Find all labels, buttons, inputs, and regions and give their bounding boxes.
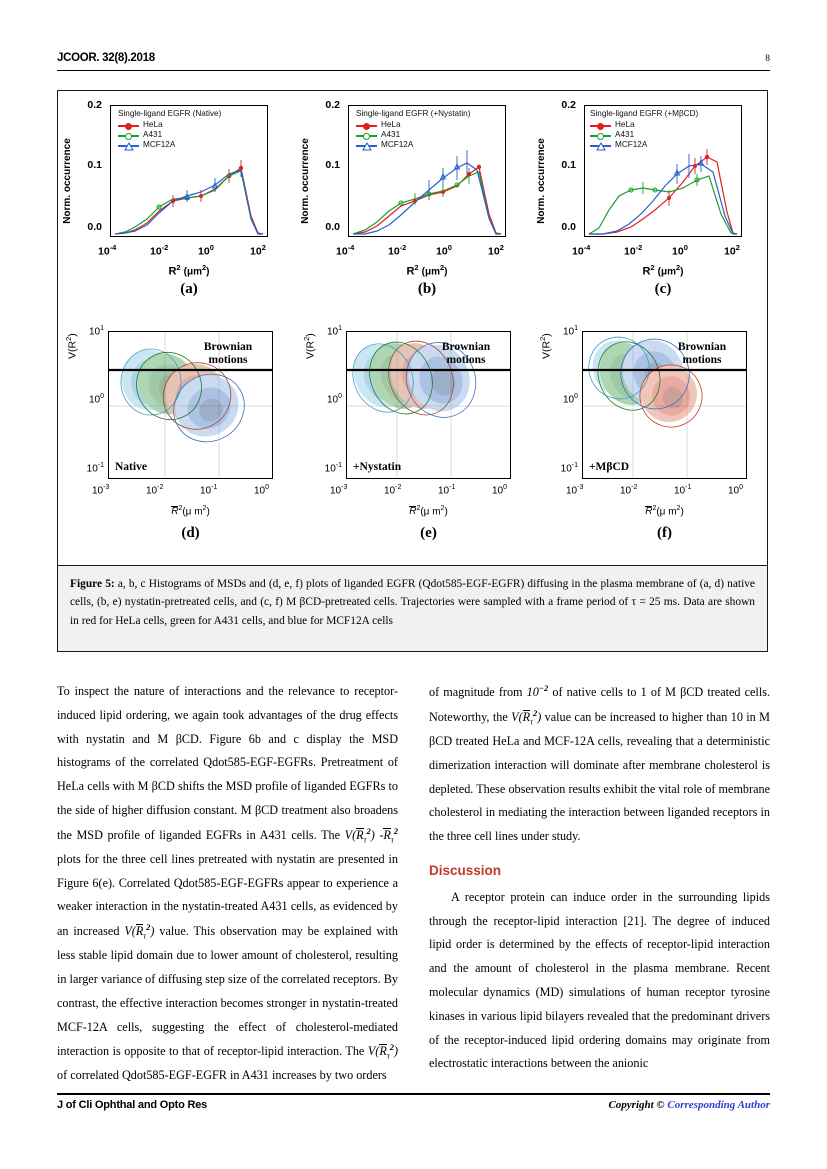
x-tick-a-3: $10^2$	[250, 243, 266, 258]
legend-title-c: Single-ligand EGFR (+MβCD)	[590, 109, 699, 118]
marker-open-circle-icon	[356, 131, 377, 140]
x-axis-label-f: $R^2(\mu$ $m^2$)	[645, 505, 684, 518]
legend-label-mcf12a-a: MCF12A	[143, 140, 176, 150]
legend-label-a431-b: A431	[381, 130, 401, 140]
x-tick-e-3: $10^0$	[492, 484, 508, 497]
x-axis-label-c: $R^2$ $(\mu m^2)$	[642, 263, 684, 278]
legend-title-b: Single-ligand EGFR (+Nystatin)	[356, 109, 471, 118]
x-tick-c-0: $10^{-4}$	[572, 243, 591, 258]
page-footer	[57, 1099, 770, 1111]
y-tick-b-2: 0.0	[325, 221, 340, 233]
legend-b	[356, 109, 470, 151]
x-tick-e-1: $10^{-2}$	[384, 484, 402, 497]
left-p1-seg-b: plots for the three cell lines pretreated with nystatin are presented in Figure 6(e). Correlated Qdot585-EGF-EGFRs appear to experience a weaker interaction in the nystatin-treated A431 cells, as evidenced by an increased	[57, 851, 398, 939]
plot-area-e	[346, 331, 511, 479]
x-tick-d-0: $10^{-3}$	[92, 484, 110, 497]
copyright-text: Copyright ©	[608, 1099, 665, 1111]
brownian-annotation-d: Brownian motions	[203, 341, 253, 366]
discussion-heading: Discussion	[429, 862, 502, 878]
left-p1-seg-d: of correlated Qdot585-EGF-EGFR in A431 increases by two orders	[57, 1068, 387, 1083]
legend-a	[118, 109, 221, 151]
x-tick-d-3: $10^0$	[254, 484, 270, 497]
y-tick-f-2: $10^{-1}$	[560, 462, 578, 475]
x-tick-f-2: $10^{-1}$	[674, 484, 692, 497]
footer-copyright	[608, 1099, 770, 1111]
x-tick-c-2: $10^0$	[672, 243, 688, 258]
figure-caption-label: Figure 5:	[70, 578, 115, 590]
left-paragraph-1	[57, 680, 398, 1088]
legend-label-hela-a: HeLa	[143, 120, 163, 130]
condition-label-f: +MβCD	[589, 461, 630, 473]
y-tick-a-0: 0.2	[87, 99, 102, 111]
footer-journal-name: J of Cli Ophthal and Opto Res	[57, 1099, 208, 1111]
y-axis-label-e: $V(R^2)$	[302, 333, 317, 359]
y-tick-e-2: $10^{-1}$	[324, 462, 342, 475]
corresponding-author-link[interactable]: Corresponding Author	[667, 1099, 770, 1111]
x-tick-a-0: $10^{-4}$	[98, 243, 117, 258]
marker-open-circle-icon	[590, 131, 611, 140]
right-p1-seg-c: value can be increased to higher than 10 in M βCD treated HeLa and MCF-12A cells, revealing that a deterministic dimerization interaction will dominate after membrane cholesterol is depleted. These observation results exhibit the vital role of membrane cholesterol in mediating the interaction between liganded receptors in the three cell lines under study.	[429, 709, 770, 844]
x-axis-label-e: $R^2(\mu$ $m^2$)	[409, 505, 448, 518]
condition-label-d: Native	[115, 461, 147, 473]
x-axis-label-d: $R^2(\mu$ $m^2$)	[171, 505, 210, 518]
left-p1-seg-c: value. This observation may be explained with less stable lipid domain due to lower amount of cholesterol, resulting in larger variance of diffusing step size of the correlated receptors. By contrast, the effective interaction becomes stronger in nystatin-treated MCF-12A cells, suggesting the effect of cholesterol-mediated interaction is opposite to that of receptor-lipid interaction. The	[57, 924, 398, 1059]
legend-c	[590, 109, 698, 151]
y-tick-c-1: 0.1	[561, 159, 576, 171]
running-header	[57, 52, 770, 64]
histogram-panel-c	[532, 93, 769, 308]
y-tick-d-1: $10^0$	[88, 393, 104, 406]
y-tick-c-0: 0.2	[561, 99, 576, 111]
x-tick-b-3: $10^2$	[488, 243, 504, 258]
math-ten-power: $10^{-2}$	[526, 683, 549, 700]
math-v-rbar-2: $V(R_\tau^2)$	[124, 922, 155, 941]
marker-filled-circle-icon	[118, 121, 139, 130]
legend-label-hela-b: HeLa	[381, 120, 401, 130]
x-tick-c-1: $10^{-2}$	[624, 243, 643, 258]
y-tick-b-1: 0.1	[325, 159, 340, 171]
y-tick-e-1: $10^0$	[326, 393, 342, 406]
x-tick-f-0: $10^{-3}$	[566, 484, 584, 497]
contour-panel-e	[296, 319, 533, 559]
x-tick-d-1: $10^{-2}$	[146, 484, 164, 497]
figure-caption	[70, 575, 755, 630]
panel-label-e: (e)	[420, 525, 437, 541]
right-p1-seg-b: of native cells to 1 of M βCD treated cells. Noteworthy, the	[429, 685, 770, 724]
condition-label-e: +Nystatin	[353, 461, 402, 473]
legend-item-a431-b	[356, 131, 470, 141]
plot-area-d	[108, 331, 273, 479]
x-tick-e-2: $10^{-1}$	[438, 484, 456, 497]
marker-open-circle-icon	[118, 131, 139, 140]
y-axis-label-d: $V(R^2)$	[64, 333, 79, 359]
legend-label-mcf12a-c: MCF12A	[615, 140, 648, 150]
x-axis-label-b: $R^2$ $(\mu m^2)$	[406, 263, 448, 278]
marker-open-triangle-icon	[356, 141, 377, 150]
right-p1-seg-a: of magnitude from	[429, 685, 527, 700]
legend-item-hela-a	[118, 121, 221, 131]
right-paragraph-2: A receptor protein can induce order in the surrounding lipids through the receptor-lipid interaction [21]. The degree of induced lipid order is determined by the effects of receptor-lipid interaction and the amount of cholesterol in the plasma membrane. Recent molecular dynamics (MD) simulations of human receptor tyrosine kinases in various lipid bilayers revealed that the predominant drivers of the receptor-induced lipid ordering domains may originate from electrostatic interactions between the anionic	[429, 889, 770, 1071]
y-axis-label-f: $V(R^2)$	[538, 333, 553, 359]
x-tick-b-0: $10^{-4}$	[336, 243, 355, 258]
right-paragraph-1	[429, 680, 770, 849]
y-tick-e-0: $10^1$	[326, 325, 342, 338]
panel-label-a: (a)	[180, 281, 198, 297]
legend-item-a431-a	[118, 131, 221, 141]
legend-item-mcf12a-a	[118, 141, 221, 151]
x-tick-f-1: $10^{-2}$	[620, 484, 638, 497]
journal-reference: JCOOR. 32(8).2018	[57, 52, 155, 64]
math-v-rbar-1: $V(R_\tau^2)$ $-R_\tau^2$	[344, 825, 398, 845]
marker-open-triangle-icon	[118, 141, 139, 150]
legend-item-mcf12a-b	[356, 141, 470, 151]
legend-item-mcf12a-c	[590, 141, 698, 151]
legend-label-a431-a: A431	[143, 130, 163, 140]
legend-label-hela-c: HeLa	[615, 120, 635, 130]
histogram-panel-a	[58, 93, 295, 308]
histogram-panel-b	[296, 93, 533, 308]
brownian-annotation-f: Brownian motions	[677, 341, 727, 366]
legend-label-mcf12a-b: MCF12A	[381, 140, 414, 150]
right-column	[429, 680, 770, 1076]
figure-caption-text: a, b, c Histograms of MSDs and (d, e, f) plots of liganded EGFR (Qdot585-EGF-EGFR) diffusing in the plasma membrane of (a, d) native cells, (b, e) nystatin-pretreated cells, and (c, f) M βCD-pretreated cells. Trajectories were sampled with a frame period of τ = 25 ms. Data are shown in red for HeLa cells, green for A431 cells, and blue for MCF12A cells	[70, 578, 755, 627]
left-column	[57, 680, 398, 1088]
legend-item-hela-b	[356, 121, 470, 131]
x-tick-b-2: $10^0$	[436, 243, 452, 258]
legend-item-hela-c	[590, 121, 698, 131]
y-tick-a-1: 0.1	[87, 159, 102, 171]
brownian-annotation-e: Brownian motions	[441, 341, 491, 366]
y-axis-label-b: Norm. occurrence	[300, 138, 311, 224]
y-axis-label-c: Norm. occurrence	[536, 138, 547, 224]
header-rule	[57, 70, 770, 71]
math-v-rbar-4: $V(R_\tau^2)$	[511, 707, 542, 727]
figure-caption-box	[57, 566, 768, 652]
y-tick-d-2: $10^{-1}$	[86, 462, 104, 475]
x-tick-c-3: $10^2$	[724, 243, 740, 258]
y-tick-f-0: $10^1$	[562, 325, 578, 338]
math-v-rbar-3: $V(R_\tau^2)$	[367, 1042, 398, 1061]
marker-filled-circle-icon	[356, 121, 377, 130]
legend-label-a431-c: A431	[615, 130, 635, 140]
panel-label-f: (f)	[657, 525, 672, 541]
legend-title-a: Single-ligand EGFR (Native)	[118, 109, 222, 118]
page-number: 8	[765, 54, 770, 64]
y-tick-f-1: $10^0$	[562, 393, 578, 406]
histogram-row	[58, 93, 769, 308]
legend-item-a431-c	[590, 131, 698, 141]
panel-label-b: (b)	[417, 281, 437, 297]
marker-open-triangle-icon	[590, 141, 611, 150]
contour-panel-d	[58, 319, 295, 559]
y-tick-d-0: $10^1$	[88, 325, 104, 338]
x-tick-a-2: $10^0$	[198, 243, 214, 258]
contour-row	[58, 319, 769, 559]
figure-5-box	[57, 90, 768, 566]
x-axis-label-a: $R^2$ $(\mu m^2)$	[168, 263, 210, 278]
y-tick-a-2: 0.0	[87, 221, 102, 233]
x-tick-f-3: $10^0$	[728, 484, 744, 497]
panel-label-c: (c)	[654, 281, 672, 297]
y-axis-label-a: Norm. occurrence	[62, 138, 73, 224]
footer-rule	[57, 1093, 770, 1095]
marker-filled-circle-icon	[590, 121, 611, 130]
contour-panel-f	[532, 319, 769, 559]
panel-label-d: (d)	[181, 525, 200, 541]
x-tick-b-1: $10^{-2}$	[388, 243, 407, 258]
y-tick-c-2: 0.0	[561, 221, 576, 233]
x-tick-d-2: $10^{-1}$	[200, 484, 218, 497]
x-tick-e-0: $10^{-3}$	[330, 484, 348, 497]
x-tick-a-1: $10^{-2}$	[150, 243, 169, 258]
left-p1-seg-a: To inspect the nature of interactions and the relevance to receptor-induced lipid ordering, we again took advantages of the drug effects with nystatin and M βCD. Figure 6b and c display the MSD histograms of the correlated Qdot585-EGF-EGFRs. Pretreatment of HeLa cells with M βCD shifts the MSD profile of liganded EGFRs to the side of higher diffusion constant. M βCD treatment also broadens the MSD profile of liganded EGFRs in A431 cells. The	[57, 684, 398, 842]
plot-area-f	[582, 331, 747, 479]
y-tick-b-0: 0.2	[325, 99, 340, 111]
